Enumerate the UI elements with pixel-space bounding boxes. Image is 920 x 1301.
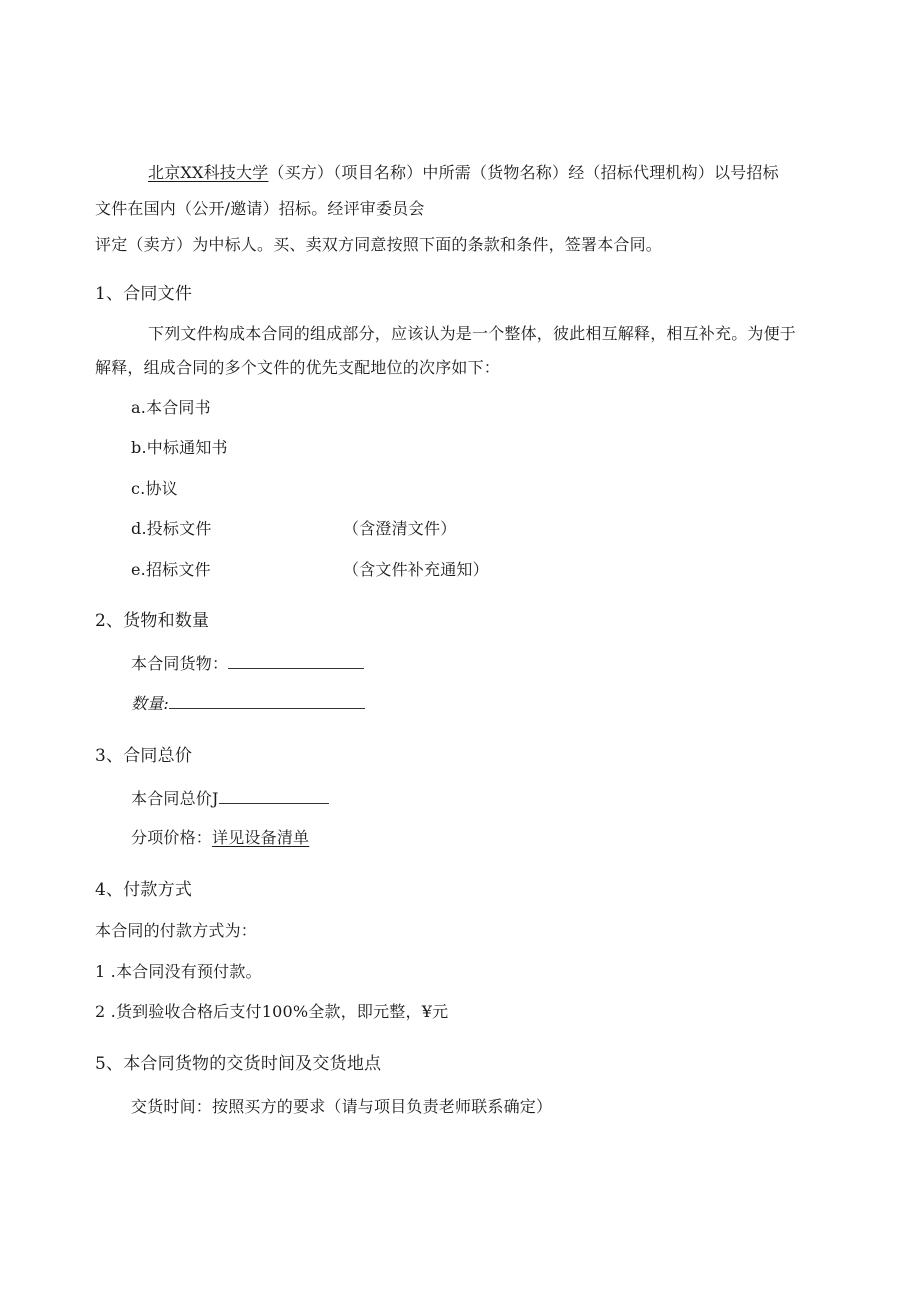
quantity-row	[131, 692, 365, 715]
section-5-heading: 5、本合同货物的交货时间及交货地点	[95, 1054, 382, 1074]
total-price-row	[131, 787, 329, 810]
goods-label: 本合同货物：	[131, 654, 229, 673]
buyer-name: 北京XX科技大学	[148, 163, 269, 182]
item-price-value: 详见设备清单	[212, 828, 310, 847]
total-price-blank	[219, 787, 329, 804]
doc-item-c: c.协议	[131, 479, 178, 498]
quantity-blank	[169, 692, 365, 709]
section-2-heading: 2、货物和数量	[95, 611, 210, 631]
section-3-heading: 3、合同总价	[95, 746, 193, 766]
section-1-heading: 1、合同文件	[95, 284, 193, 304]
section-4-heading: 4、付款方式	[95, 880, 193, 900]
section-1-para-line-1: 下列文件构成本合同的组成部分，应该认为是一个整体，彼此相互解释，相互补充。为便于	[148, 324, 797, 343]
doc-item-e: e.招标文件	[131, 560, 211, 579]
total-price-label: 本合同总价J	[131, 789, 219, 808]
goods-blank	[228, 652, 364, 669]
intro-line-3: 评定（卖方）为中标人。买、卖双方同意按照下面的条款和条件，签署本合同。	[95, 235, 663, 254]
doc-item-b: b.中标通知书	[131, 438, 228, 457]
goods-row	[131, 652, 364, 675]
item-price-label: 分项价格：	[131, 828, 213, 847]
payment-intro: 本合同的付款方式为：	[95, 921, 258, 940]
doc-item-d-note: （含澄清文件）	[343, 519, 457, 538]
doc-item-a: a.本合同书	[131, 398, 211, 417]
section-1-para-line-2: 解释，组成合同的多个文件的优先支配地位的次序如下：	[95, 358, 501, 377]
intro-line-1	[148, 162, 779, 184]
delivery-time: 交货时间：按照买方的要求（请与项目负责老师联系确定）	[131, 1097, 553, 1116]
item-price-row	[131, 827, 309, 849]
intro-line-1-text: （买方）（项目名称）中所需（货物名称）经（招标代理机构）以号招标	[268, 163, 779, 182]
doc-item-d: d.投标文件	[131, 519, 212, 538]
quantity-label: 数量:	[131, 694, 169, 713]
intro-line-2: 文件在国内（公开/邀请）招标。经评审委员会	[95, 199, 425, 218]
payment-item-2: 2 .货到验收合格后支付100%全款，即元整，¥元	[95, 1002, 449, 1021]
payment-item-1: 1 .本合同没有预付款。	[95, 962, 262, 981]
doc-item-e-note: （含文件补充通知）	[343, 560, 489, 579]
